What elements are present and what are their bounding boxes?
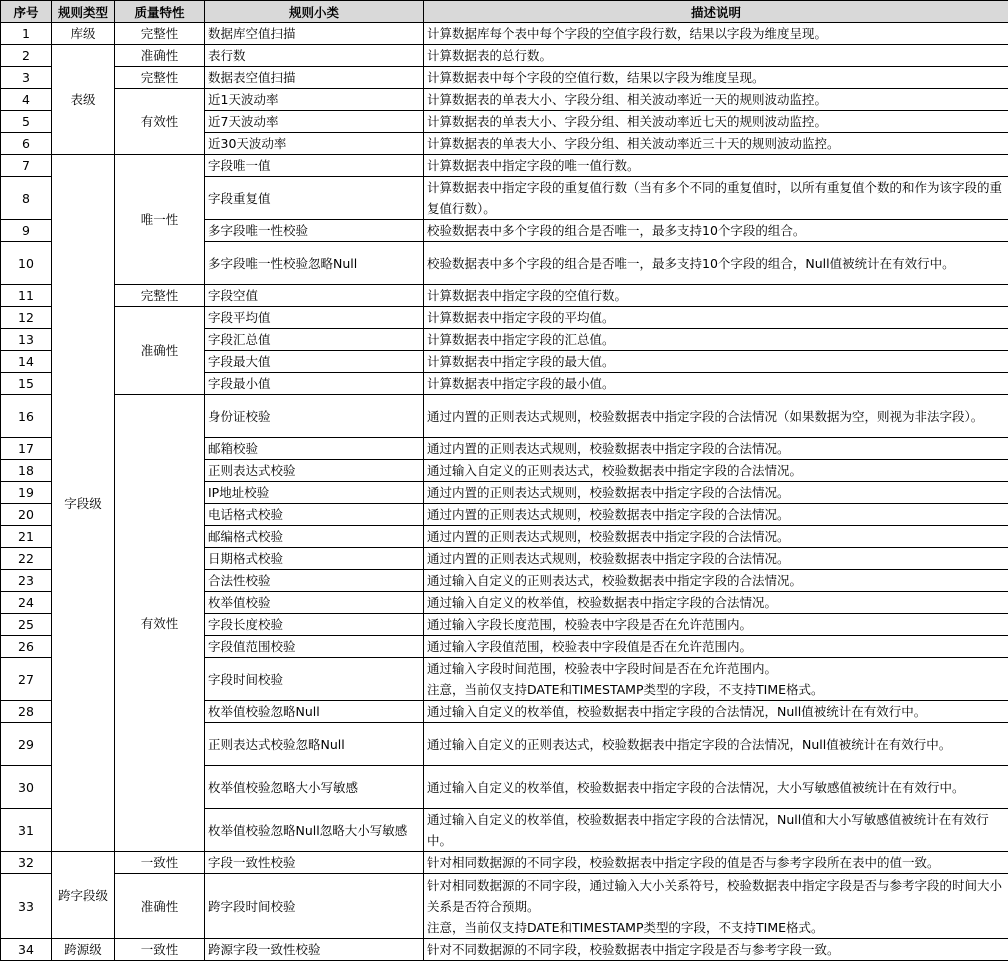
rule-description: 计算数据表中指定字段的汇总值。 bbox=[424, 329, 1008, 351]
rule-description: 通过内置的正则表达式规则，校验数据表中指定字段的合法情况。 bbox=[424, 548, 1008, 570]
rule-subcategory: 枚举值校验忽略Null忽略大小写敏感 bbox=[205, 809, 424, 852]
row-number: 21 bbox=[1, 526, 52, 548]
quality-attribute: 准确性 bbox=[115, 45, 205, 67]
row-number: 28 bbox=[1, 701, 52, 723]
rule-description: 校验数据表中多个字段的组合是否唯一，最多支持10个字段的组合，Null值被统计在有效行中。 bbox=[424, 242, 1008, 285]
rule-description: 计算数据表中每个字段的空值行数，结果以字段为维度呈现。 bbox=[424, 67, 1008, 89]
rule-description: 计算数据库每个表中每个字段的空值字段行数，结果以字段为维度呈现。 bbox=[424, 23, 1008, 45]
rule-description: 校验数据表中多个字段的组合是否唯一，最多支持10个字段的组合。 bbox=[424, 220, 1008, 242]
row-number: 34 bbox=[1, 939, 52, 961]
row-number: 11 bbox=[1, 285, 52, 307]
quality-attribute: 准确性 bbox=[115, 874, 205, 939]
row-number: 30 bbox=[1, 766, 52, 809]
rule-description: 通过输入自定义的正则表达式，校验数据表中指定字段的合法情况。 bbox=[424, 460, 1008, 482]
rule-description: 通过输入自定义的枚举值，校验数据表中指定字段的合法情况，大小写敏感值被统计在有效行中。 bbox=[424, 766, 1008, 809]
rule-subcategory: 跨源字段一致性校验 bbox=[205, 939, 424, 961]
rule-type: 表级 bbox=[52, 45, 115, 155]
header-rule-type: 规则类型 bbox=[52, 1, 115, 23]
rule-subcategory: 字段长度校验 bbox=[205, 614, 424, 636]
row-number: 16 bbox=[1, 395, 52, 438]
row-number: 9 bbox=[1, 220, 52, 242]
rule-description: 针对相同数据源的不同字段，校验数据表中指定字段的值是否与参考字段所在表中的值一致。 bbox=[424, 852, 1008, 874]
quality-attribute: 完整性 bbox=[115, 23, 205, 45]
table-row bbox=[1, 155, 1008, 177]
table-row bbox=[1, 307, 1008, 329]
rule-subcategory: 字段平均值 bbox=[205, 307, 424, 329]
quality-attribute: 一致性 bbox=[115, 939, 205, 961]
rule-description: 通过输入字段值范围，校验表中字段值是否在允许范围内。 bbox=[424, 636, 1008, 658]
table-row bbox=[1, 939, 1008, 961]
rule-description: 针对相同数据源的不同字段，通过输入大小关系符号，校验数据表中指定字段是否与参考字段的时间大小关系是否符合预期。 注意，当前仅支持DATE和TIMESTAMP类型的字段，不支持TIME格式。 bbox=[424, 874, 1008, 939]
table-row bbox=[1, 395, 1008, 438]
rule-type: 字段级 bbox=[52, 155, 115, 852]
row-number: 3 bbox=[1, 67, 52, 89]
rule-subcategory: 身份证校验 bbox=[205, 395, 424, 438]
row-number: 33 bbox=[1, 874, 52, 939]
quality-attribute: 完整性 bbox=[115, 67, 205, 89]
quality-attribute: 有效性 bbox=[115, 89, 205, 155]
table-row bbox=[1, 89, 1008, 111]
rule-description: 通过内置的正则表达式规则，校验数据表中指定字段的合法情况（如果数据为空，则视为非法字段）。 bbox=[424, 395, 1008, 438]
row-number: 12 bbox=[1, 307, 52, 329]
rule-description: 计算数据表中指定字段的平均值。 bbox=[424, 307, 1008, 329]
header-description: 描述说明 bbox=[424, 1, 1008, 23]
rule-description: 通过输入自定义的正则表达式，校验数据表中指定字段的合法情况。 bbox=[424, 570, 1008, 592]
table-row bbox=[1, 45, 1008, 67]
row-number: 6 bbox=[1, 133, 52, 155]
row-number: 17 bbox=[1, 438, 52, 460]
rule-subcategory: 跨字段时间校验 bbox=[205, 874, 424, 939]
rule-description: 计算数据表中指定字段的空值行数。 bbox=[424, 285, 1008, 307]
header-row bbox=[1, 1, 1008, 23]
rule-subcategory: 正则表达式校验忽略Null bbox=[205, 723, 424, 766]
rule-subcategory: 枚举值校验 bbox=[205, 592, 424, 614]
row-number: 19 bbox=[1, 482, 52, 504]
rule-description: 计算数据表中指定字段的唯一值行数。 bbox=[424, 155, 1008, 177]
rule-description: 通过输入自定义的枚举值，校验数据表中指定字段的合法情况，Null值被统计在有效行中。 bbox=[424, 701, 1008, 723]
rule-subcategory: 数据表空值扫描 bbox=[205, 67, 424, 89]
rule-description: 通过输入字段长度范围，校验表中字段是否在允许范围内。 bbox=[424, 614, 1008, 636]
row-number: 26 bbox=[1, 636, 52, 658]
rule-subcategory: 日期格式校验 bbox=[205, 548, 424, 570]
rule-description: 通过输入自定义的正则表达式，校验数据表中指定字段的合法情况，Null值被统计在有效行中。 bbox=[424, 723, 1008, 766]
rule-subcategory: 字段重复值 bbox=[205, 177, 424, 220]
rule-description: 通过内置的正则表达式规则，校验数据表中指定字段的合法情况。 bbox=[424, 504, 1008, 526]
row-number: 22 bbox=[1, 548, 52, 570]
rule-subcategory: 字段时间校验 bbox=[205, 658, 424, 701]
quality-attribute: 一致性 bbox=[115, 852, 205, 874]
rule-subcategory: 正则表达式校验 bbox=[205, 460, 424, 482]
rule-subcategory: 数据库空值扫描 bbox=[205, 23, 424, 45]
rule-subcategory: 电话格式校验 bbox=[205, 504, 424, 526]
rule-description: 计算数据表的单表大小、字段分组、相关波动率近一天的规则波动监控。 bbox=[424, 89, 1008, 111]
row-number: 10 bbox=[1, 242, 52, 285]
rule-subcategory: 字段一致性校验 bbox=[205, 852, 424, 874]
header-subcategory: 规则小类 bbox=[205, 1, 424, 23]
rule-description: 计算数据表的总行数。 bbox=[424, 45, 1008, 67]
rule-description: 通过内置的正则表达式规则，校验数据表中指定字段的合法情况。 bbox=[424, 526, 1008, 548]
row-number: 14 bbox=[1, 351, 52, 373]
quality-attribute: 有效性 bbox=[115, 395, 205, 852]
rule-subcategory: 字段汇总值 bbox=[205, 329, 424, 351]
row-number: 4 bbox=[1, 89, 52, 111]
rule-type: 跨字段级 bbox=[52, 852, 115, 939]
quality-attribute: 准确性 bbox=[115, 307, 205, 395]
row-number: 13 bbox=[1, 329, 52, 351]
rule-subcategory: 多字段唯一性校验 bbox=[205, 220, 424, 242]
row-number: 15 bbox=[1, 373, 52, 395]
row-number: 24 bbox=[1, 592, 52, 614]
rule-subcategory: 近30天波动率 bbox=[205, 133, 424, 155]
rule-subcategory: 字段值范围校验 bbox=[205, 636, 424, 658]
rule-type: 库级 bbox=[52, 23, 115, 45]
table-row bbox=[1, 852, 1008, 874]
row-number: 32 bbox=[1, 852, 52, 874]
header-quality: 质量特性 bbox=[115, 1, 205, 23]
rule-description: 通过内置的正则表达式规则，校验数据表中指定字段的合法情况。 bbox=[424, 438, 1008, 460]
table-row bbox=[1, 67, 1008, 89]
rule-subcategory: 合法性校验 bbox=[205, 570, 424, 592]
rule-description: 计算数据表中指定字段的最大值。 bbox=[424, 351, 1008, 373]
rule-subcategory: 近7天波动率 bbox=[205, 111, 424, 133]
quality-attribute: 完整性 bbox=[115, 285, 205, 307]
row-number: 18 bbox=[1, 460, 52, 482]
row-number: 20 bbox=[1, 504, 52, 526]
quality-attribute: 唯一性 bbox=[115, 155, 205, 285]
rule-description: 计算数据表的单表大小、字段分组、相关波动率近三十天的规则波动监控。 bbox=[424, 133, 1008, 155]
row-number: 25 bbox=[1, 614, 52, 636]
table-row bbox=[1, 874, 1008, 939]
rule-description: 针对不同数据源的不同字段，校验数据表中指定字段是否与参考字段一致。 bbox=[424, 939, 1008, 961]
rule-subcategory: 字段唯一值 bbox=[205, 155, 424, 177]
rule-description: 通过输入字段时间范围，校验表中字段时间是否在允许范围内。 注意，当前仅支持DATE和TIMESTAMP类型的字段，不支持TIME格式。 bbox=[424, 658, 1008, 701]
header-no: 序号 bbox=[1, 1, 52, 23]
rule-description: 通过输入自定义的枚举值，校验数据表中指定字段的合法情况。 bbox=[424, 592, 1008, 614]
row-number: 8 bbox=[1, 177, 52, 220]
row-number: 5 bbox=[1, 111, 52, 133]
rule-subcategory: 枚举值校验忽略大小写敏感 bbox=[205, 766, 424, 809]
rule-description: 计算数据表中指定字段的最小值。 bbox=[424, 373, 1008, 395]
row-number: 2 bbox=[1, 45, 52, 67]
row-number: 29 bbox=[1, 723, 52, 766]
rule-subcategory: 字段空值 bbox=[205, 285, 424, 307]
rule-type: 跨源级 bbox=[52, 939, 115, 961]
rule-subcategory: 近1天波动率 bbox=[205, 89, 424, 111]
row-number: 1 bbox=[1, 23, 52, 45]
rule-subcategory: 多字段唯一性校验忽略Null bbox=[205, 242, 424, 285]
row-number: 27 bbox=[1, 658, 52, 701]
rule-description: 计算数据表中指定字段的重复值行数（当有多个不同的重复值时，以所有重复值个数的和作为该字段的重复值行数）。 bbox=[424, 177, 1008, 220]
row-number: 23 bbox=[1, 570, 52, 592]
row-number: 7 bbox=[1, 155, 52, 177]
table-row bbox=[1, 285, 1008, 307]
rule-subcategory: 字段最小值 bbox=[205, 373, 424, 395]
rule-subcategory: 字段最大值 bbox=[205, 351, 424, 373]
rule-subcategory: 邮编格式校验 bbox=[205, 526, 424, 548]
rule-description: 通过输入自定义的枚举值，校验数据表中指定字段的合法情况，Null值和大小写敏感值被统计在有效行中。 bbox=[424, 809, 1008, 852]
rule-description: 通过内置的正则表达式规则，校验数据表中指定字段的合法情况。 bbox=[424, 482, 1008, 504]
rule-subcategory: IP地址校验 bbox=[205, 482, 424, 504]
rule-description: 计算数据表的单表大小、字段分组、相关波动率近七天的规则波动监控。 bbox=[424, 111, 1008, 133]
table-row bbox=[1, 23, 1008, 45]
rule-subcategory: 表行数 bbox=[205, 45, 424, 67]
row-number: 31 bbox=[1, 809, 52, 852]
rule-subcategory: 枚举值校验忽略Null bbox=[205, 701, 424, 723]
rule-subcategory: 邮箱校验 bbox=[205, 438, 424, 460]
table-body bbox=[1, 23, 1008, 961]
